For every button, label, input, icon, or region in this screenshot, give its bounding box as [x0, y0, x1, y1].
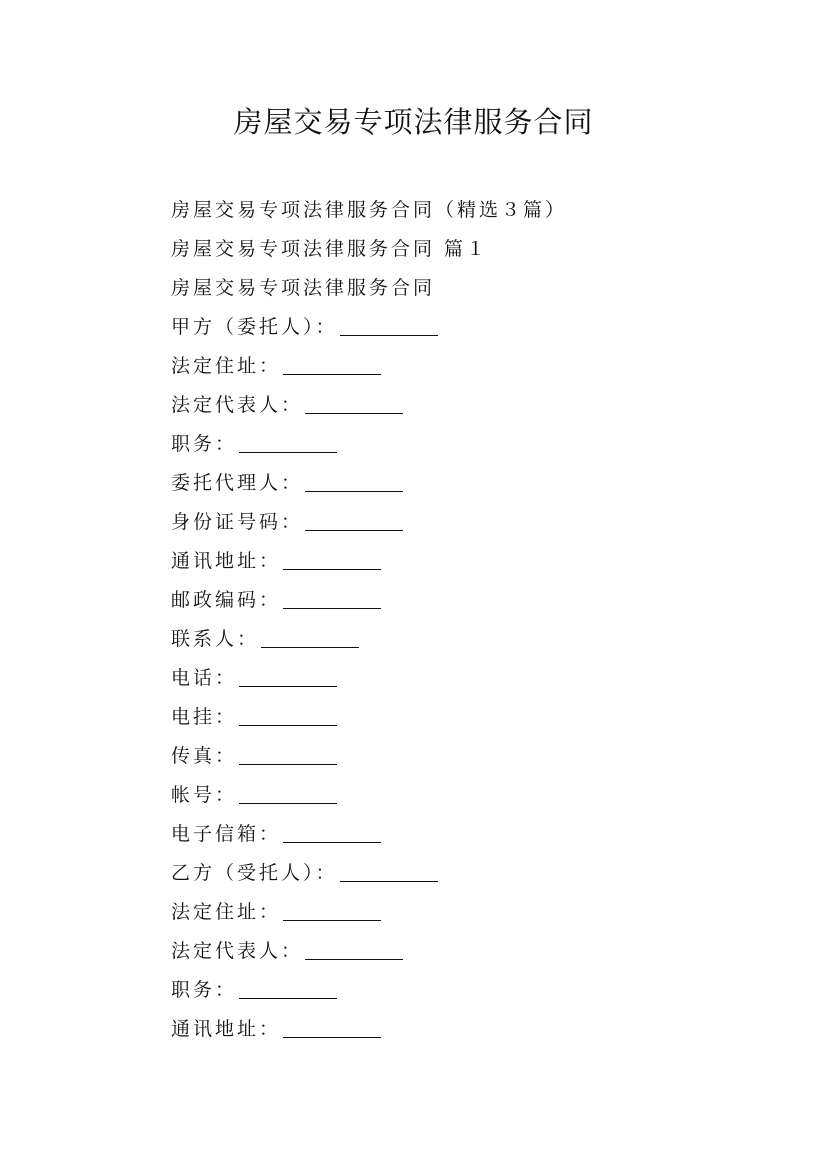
- document-title: 房屋交易专项法律服务合同: [233, 105, 594, 139]
- form-field-line: [171, 308, 771, 347]
- field-label: 身份证号码：: [171, 511, 304, 533]
- fill-in-blank: [283, 568, 381, 570]
- fill-in-blank: [239, 802, 337, 804]
- line-text: 房屋交易专项法律服务合同 篇１: [171, 238, 489, 260]
- form-field-line: [171, 971, 771, 1010]
- field-label: 电子信箱：: [171, 823, 282, 845]
- fill-in-blank: [283, 841, 381, 843]
- field-label: 联系人：: [171, 628, 260, 650]
- field-label: 法定代表人：: [171, 394, 304, 416]
- form-field-line: [171, 347, 771, 386]
- fill-in-blank: [283, 919, 381, 921]
- field-label: 帐号：: [171, 784, 238, 806]
- form-field-line: [171, 698, 771, 737]
- field-label: 法定住址：: [171, 901, 282, 923]
- fill-in-blank: [283, 373, 381, 375]
- field-label: 电话：: [171, 667, 238, 689]
- field-label: 法定代表人：: [171, 940, 304, 962]
- form-field-line: [171, 386, 771, 425]
- field-label: 通讯地址：: [171, 550, 282, 572]
- field-label: 传真：: [171, 745, 238, 767]
- fill-in-blank: [239, 997, 337, 999]
- fill-in-blank: [239, 724, 337, 726]
- form-field-line: [171, 425, 771, 464]
- form-field-line: [171, 503, 771, 542]
- fill-in-blank: [305, 529, 403, 531]
- field-label: 甲方（委托人）：: [171, 316, 338, 338]
- line-text: 房屋交易专项法律服务合同: [171, 277, 436, 299]
- line-text: 房屋交易专项法律服务合同（精选３篇）: [171, 199, 568, 221]
- form-field-line: [171, 854, 771, 893]
- field-label: 法定住址：: [171, 355, 282, 377]
- fill-in-blank: [340, 334, 438, 336]
- fill-in-blank: [261, 646, 359, 648]
- field-label: 电挂：: [171, 706, 238, 728]
- form-field-line: [171, 659, 771, 698]
- form-field-line: [171, 815, 771, 854]
- form-field-line: [171, 932, 771, 971]
- field-label: 职务：: [171, 433, 238, 455]
- field-label: 乙方（受托人）：: [171, 862, 338, 884]
- fill-in-blank: [239, 685, 337, 687]
- form-field-line: [171, 620, 771, 659]
- fill-in-blank: [239, 763, 337, 765]
- fill-in-blank: [305, 958, 403, 960]
- text-line: [171, 191, 771, 230]
- fill-in-blank: [239, 451, 337, 453]
- form-field-line: [171, 776, 771, 815]
- fill-in-blank: [283, 1036, 381, 1038]
- form-field-line: [171, 893, 771, 932]
- field-label: 邮政编码：: [171, 589, 282, 611]
- fill-in-blank: [283, 607, 381, 609]
- document-body: [171, 191, 771, 1049]
- fill-in-blank: [340, 880, 438, 882]
- form-field-line: [171, 464, 771, 503]
- field-label: 职务：: [171, 979, 238, 1001]
- form-field-line: [171, 1010, 771, 1049]
- fill-in-blank: [305, 412, 403, 414]
- form-field-line: [171, 542, 771, 581]
- text-line: [171, 269, 771, 308]
- text-line: [171, 230, 771, 269]
- field-label: 委托代理人：: [171, 472, 304, 494]
- fill-in-blank: [305, 490, 403, 492]
- form-field-line: [171, 581, 771, 620]
- field-label: 通讯地址：: [171, 1018, 282, 1040]
- form-field-line: [171, 737, 771, 776]
